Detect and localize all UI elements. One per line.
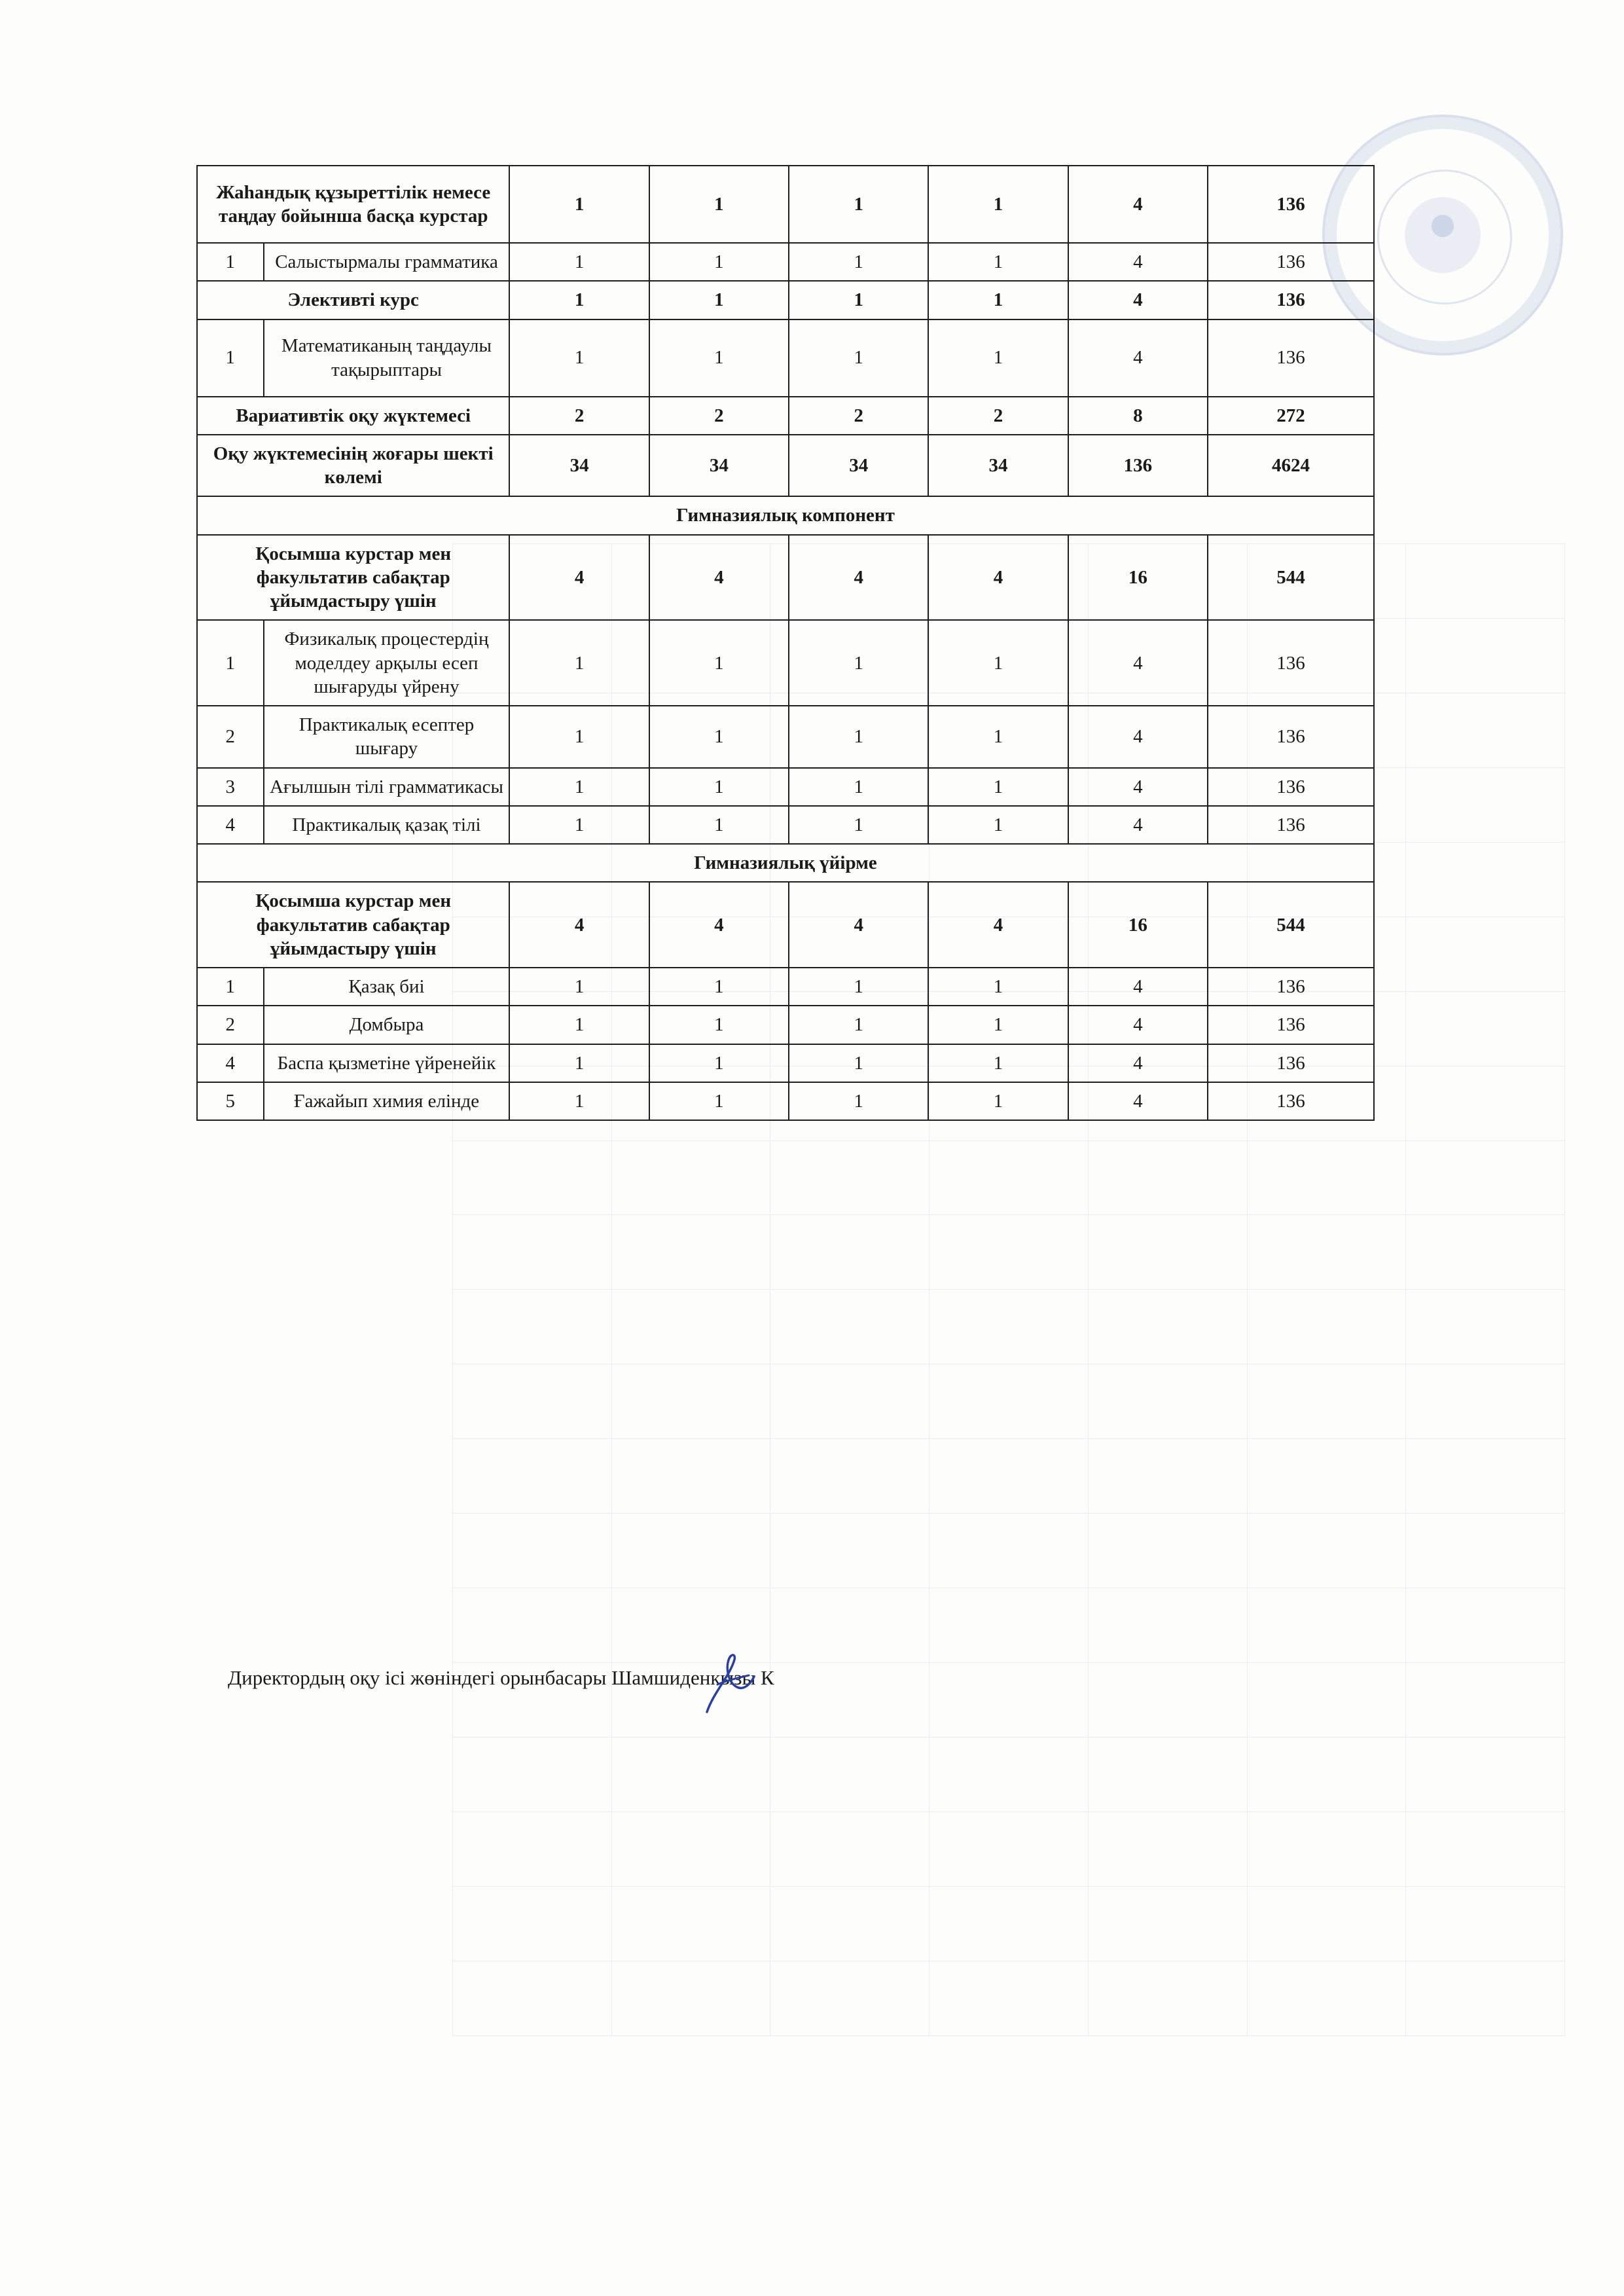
row-value: 1 xyxy=(649,281,789,319)
row-value: 1 xyxy=(789,768,928,806)
row-total: 136 xyxy=(1208,620,1374,706)
row-value: 1 xyxy=(509,166,649,243)
row-number: 3 xyxy=(197,768,264,806)
table-row xyxy=(197,435,1374,497)
row-title: Практикалық есептер шығару xyxy=(264,706,510,768)
row-value: 1 xyxy=(789,806,928,844)
row-total: 544 xyxy=(1208,535,1374,621)
row-title: Баспа қызметіне үйренейік xyxy=(264,1044,510,1082)
row-value: 1 xyxy=(928,806,1068,844)
row-title: Практикалық қазақ тілі xyxy=(264,806,510,844)
row-value: 2 xyxy=(509,397,649,435)
table-row xyxy=(197,968,1374,1006)
row-title: Қазақ биі xyxy=(264,968,510,1006)
row-value: 4 xyxy=(649,535,789,621)
row-value: 4 xyxy=(928,535,1068,621)
row-value: 1 xyxy=(649,1044,789,1082)
curriculum-table-container xyxy=(196,165,1375,1121)
row-title: Қосымша курстар мен факультатив сабақтар ұйымдастыру үшін xyxy=(197,535,509,621)
table-row xyxy=(197,1082,1374,1120)
row-value: 4 xyxy=(509,882,649,968)
table-row xyxy=(197,397,1374,435)
row-value: 1 xyxy=(509,620,649,706)
row-value: 4 xyxy=(1068,706,1208,768)
row-title: Вариативтік оқу жүктемесі xyxy=(197,397,509,435)
row-value: 1 xyxy=(928,620,1068,706)
row-value: 1 xyxy=(928,968,1068,1006)
table-row xyxy=(197,706,1374,768)
row-value: 1 xyxy=(509,968,649,1006)
row-title: Ғажайып химия елінде xyxy=(264,1082,510,1120)
row-value: 2 xyxy=(928,397,1068,435)
row-total: 544 xyxy=(1208,882,1374,968)
row-value: 4 xyxy=(1068,1044,1208,1082)
row-value: 1 xyxy=(649,706,789,768)
row-title: Математиканың таңдаулы тақырыптары xyxy=(264,319,510,397)
row-value: 1 xyxy=(509,706,649,768)
section-title: Гимназиялық компонент xyxy=(197,496,1374,534)
table-row xyxy=(197,319,1374,397)
row-value: 4 xyxy=(1068,620,1208,706)
table-row xyxy=(197,166,1374,243)
row-value: 1 xyxy=(928,768,1068,806)
row-total: 136 xyxy=(1208,1082,1374,1120)
row-title: Ағылшын тілі грамматикасы xyxy=(264,768,510,806)
row-value: 4 xyxy=(1068,243,1208,281)
row-number: 1 xyxy=(197,620,264,706)
table-row xyxy=(197,882,1374,968)
row-value: 4 xyxy=(928,882,1068,968)
row-value: 1 xyxy=(928,706,1068,768)
row-total: 136 xyxy=(1208,281,1374,319)
table-row xyxy=(197,281,1374,319)
table-row xyxy=(197,620,1374,706)
row-value: 1 xyxy=(928,281,1068,319)
row-total: 4624 xyxy=(1208,435,1374,497)
row-value: 4 xyxy=(1068,968,1208,1006)
row-value: 1 xyxy=(509,281,649,319)
row-value: 136 xyxy=(1068,435,1208,497)
row-number: 4 xyxy=(197,1044,264,1082)
table-row xyxy=(197,1006,1374,1044)
row-value: 1 xyxy=(509,1044,649,1082)
row-number: 4 xyxy=(197,806,264,844)
row-value: 1 xyxy=(928,1006,1068,1044)
row-value: 1 xyxy=(649,968,789,1006)
signature-line: Директордың оқу ісі жөніндегі орынбасары Шамшиденкызы К xyxy=(228,1666,774,1689)
row-value: 34 xyxy=(509,435,649,497)
row-number: 1 xyxy=(197,319,264,397)
table-section-row xyxy=(197,844,1374,882)
row-value: 1 xyxy=(649,768,789,806)
row-value: 1 xyxy=(789,1044,928,1082)
row-value: 34 xyxy=(928,435,1068,497)
row-number: 2 xyxy=(197,1006,264,1044)
row-value: 16 xyxy=(1068,882,1208,968)
row-value: 16 xyxy=(1068,535,1208,621)
row-total: 136 xyxy=(1208,1044,1374,1082)
row-value: 1 xyxy=(509,319,649,397)
row-title: Салыстырмалы грамматика xyxy=(264,243,510,281)
row-title: Оқу жүктемесінің жоғары шекті көлемі xyxy=(197,435,509,497)
row-value: 1 xyxy=(509,1082,649,1120)
row-number: 1 xyxy=(197,243,264,281)
row-value: 1 xyxy=(509,243,649,281)
row-value: 4 xyxy=(789,882,928,968)
row-value: 1 xyxy=(509,1006,649,1044)
section-title: Гимназиялық үйірме xyxy=(197,844,1374,882)
row-total: 136 xyxy=(1208,319,1374,397)
row-value: 1 xyxy=(789,166,928,243)
row-value: 8 xyxy=(1068,397,1208,435)
row-value: 1 xyxy=(649,319,789,397)
row-value: 4 xyxy=(1068,768,1208,806)
row-total: 136 xyxy=(1208,166,1374,243)
row-value: 4 xyxy=(1068,319,1208,397)
row-total: 136 xyxy=(1208,968,1374,1006)
table-row xyxy=(197,1044,1374,1082)
row-value: 4 xyxy=(789,535,928,621)
row-value: 34 xyxy=(649,435,789,497)
row-total: 136 xyxy=(1208,243,1374,281)
row-value: 1 xyxy=(789,1082,928,1120)
row-total: 136 xyxy=(1208,768,1374,806)
row-value: 2 xyxy=(649,397,789,435)
table-section-row xyxy=(197,496,1374,534)
row-total: 136 xyxy=(1208,706,1374,768)
row-value: 4 xyxy=(509,535,649,621)
row-value: 1 xyxy=(509,768,649,806)
row-total: 136 xyxy=(1208,1006,1374,1044)
curriculum-table xyxy=(196,165,1375,1121)
row-title: Жаһандық құзыреттілік немесе таңдау бойынша басқа курстар xyxy=(197,166,509,243)
row-value: 1 xyxy=(789,706,928,768)
row-value: 1 xyxy=(928,319,1068,397)
row-value: 1 xyxy=(649,1082,789,1120)
row-value: 1 xyxy=(928,1044,1068,1082)
row-value: 1 xyxy=(789,1006,928,1044)
row-value: 1 xyxy=(649,1006,789,1044)
row-value: 4 xyxy=(1068,281,1208,319)
row-value: 2 xyxy=(789,397,928,435)
row-value: 1 xyxy=(649,806,789,844)
row-total: 272 xyxy=(1208,397,1374,435)
row-value: 4 xyxy=(1068,1082,1208,1120)
row-value: 1 xyxy=(509,806,649,844)
table-row xyxy=(197,768,1374,806)
table-row xyxy=(197,535,1374,621)
row-value: 1 xyxy=(649,243,789,281)
row-value: 1 xyxy=(789,968,928,1006)
row-value: 1 xyxy=(649,166,789,243)
row-value: 1 xyxy=(928,243,1068,281)
row-value: 34 xyxy=(789,435,928,497)
row-value: 1 xyxy=(649,620,789,706)
row-title: Физикалық процестердің моделдеу арқылы есеп шығаруды үйрену xyxy=(264,620,510,706)
row-number: 1 xyxy=(197,968,264,1006)
row-value: 1 xyxy=(789,243,928,281)
row-title: Элективті курс xyxy=(197,281,509,319)
row-value: 1 xyxy=(789,319,928,397)
row-title: Қосымша курстар мен факультатив сабақтар ұйымдастыру үшін xyxy=(197,882,509,968)
row-value: 1 xyxy=(928,1082,1068,1120)
row-value: 4 xyxy=(1068,806,1208,844)
table-row xyxy=(197,806,1374,844)
row-title: Домбыра xyxy=(264,1006,510,1044)
row-value: 4 xyxy=(1068,166,1208,243)
row-value: 1 xyxy=(789,620,928,706)
row-value: 1 xyxy=(789,281,928,319)
row-number: 2 xyxy=(197,706,264,768)
row-total: 136 xyxy=(1208,806,1374,844)
row-value: 1 xyxy=(928,166,1068,243)
table-row xyxy=(197,243,1374,281)
row-value: 4 xyxy=(1068,1006,1208,1044)
row-value: 4 xyxy=(649,882,789,968)
row-number: 5 xyxy=(197,1082,264,1120)
